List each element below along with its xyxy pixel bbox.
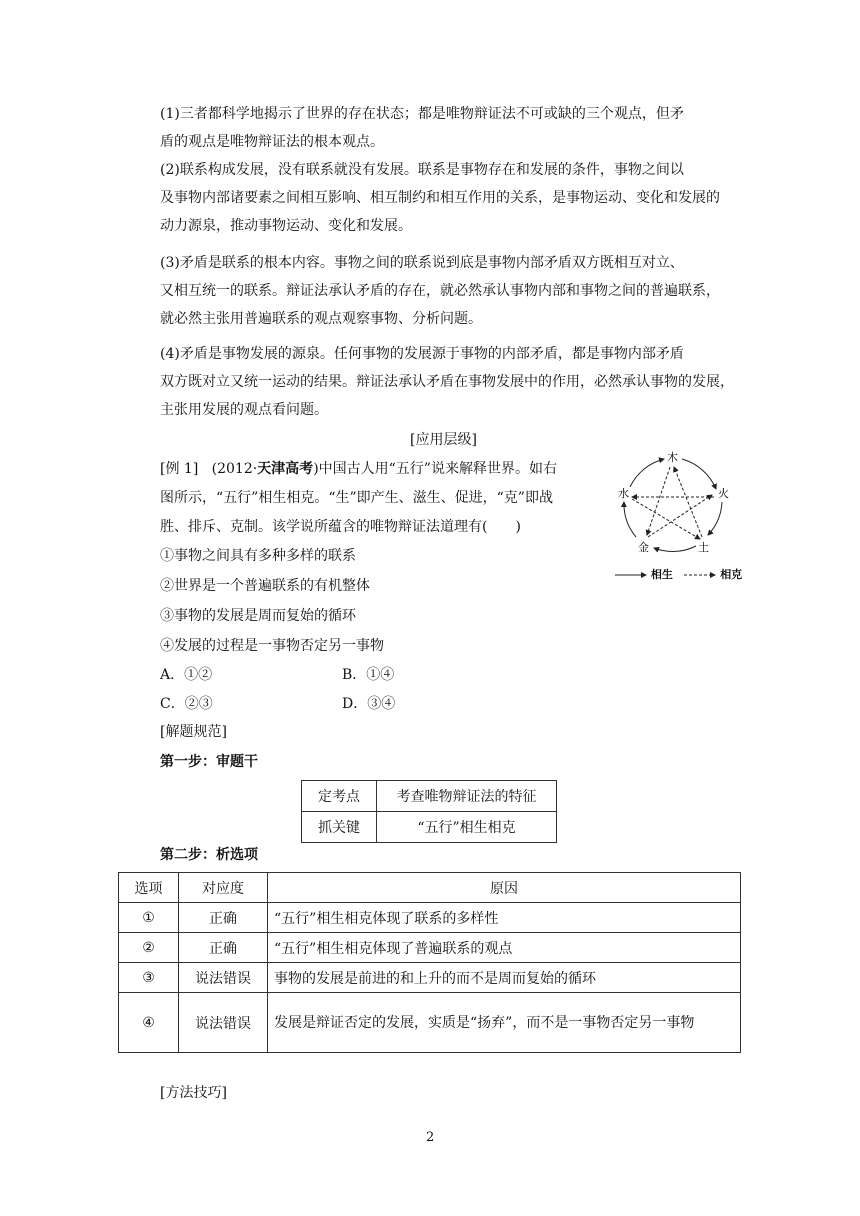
table-row xyxy=(119,903,741,933)
statement-4: ④发展的过程是一事物否定另一事物 xyxy=(160,638,384,654)
table-cell: 事物的发展是前进的和上升的而不是周而复始的循环 xyxy=(268,963,741,993)
option-b: B．①④ xyxy=(342,667,395,683)
statement-3: ③事物的发展是周而复始的循环 xyxy=(160,608,356,624)
generate-arrow-fire-earth xyxy=(708,502,722,535)
method-label: [方法技巧] xyxy=(160,1085,227,1101)
table-cell: 说法错误 xyxy=(179,963,268,993)
table-row xyxy=(119,933,741,963)
paragraph-4-line-1: (4)矛盾是事物发展的源泉。任何事物的发展源于事物的内部矛盾，都是事物内部矛盾 xyxy=(160,346,684,362)
overcome-arrow-earth-water xyxy=(674,467,702,537)
paragraph-1-line-1: (1)三者都科学地揭示了世界的存在状态；都是唯物辩证法不可或缺的三个观点，但矛 xyxy=(160,106,684,122)
paragraph-4-line-3: 主张用发展的观点看问题。 xyxy=(160,402,328,418)
node-earth: 土 xyxy=(698,541,709,554)
legend-solid-arrow-icon xyxy=(615,571,647,579)
paragraph-1-line-2: 盾的观点是唯物辩证法的根本观点。 xyxy=(160,134,384,150)
overcome-arrow-metal-wood xyxy=(648,495,712,537)
option-a: A．①② xyxy=(160,667,213,683)
node-metal: 金 xyxy=(638,541,649,554)
generate-arrow-earth-metal xyxy=(654,546,696,551)
table-cell: ② xyxy=(119,933,179,963)
step2-title: 第二步：析选项 xyxy=(160,847,258,863)
paragraph-2-line-2: 及事物内部诸要素之间相互影响、相互制约和相互作用的关系，是事物运动、变化和发展的 xyxy=(160,190,720,206)
table-header-cell: 选项 xyxy=(119,873,179,903)
generate-arrow-water-wood xyxy=(630,459,664,487)
option-d: D．③④ xyxy=(342,696,396,712)
solution-label: [解题规范] xyxy=(160,724,227,740)
table-cell: 定考点 xyxy=(302,781,377,812)
node-water: 水 xyxy=(618,487,629,500)
table-cell: ③ xyxy=(119,963,179,993)
table-cell: 正确 xyxy=(179,903,268,933)
paragraph-2-line-3: 动力源泉，推动事物运动、变化和发展。 xyxy=(160,218,412,234)
table-header-cell: 原因 xyxy=(268,873,741,903)
table-cell: ① xyxy=(119,903,179,933)
paragraph-2-line-1: (2)联系构成发展，没有联系就没有发展。联系是事物存在和发展的条件，事物之间以 xyxy=(160,162,684,178)
example-label: [例 1] xyxy=(160,461,199,477)
generate-arrow-wood-fire xyxy=(682,459,716,489)
table-cell: 说法错误 xyxy=(179,993,268,1053)
table-cell: 考查唯物辩证法的特征 xyxy=(377,781,557,812)
page-number: 2 xyxy=(426,1130,435,1145)
statement-1: ①事物之间具有多种多样的联系 xyxy=(160,548,356,564)
step1-title: 第一步：审题干 xyxy=(160,754,258,770)
paragraph-3-line-2: 又相互统一的联系。辩证法承认矛盾的存在，就必然承认事物内部和事物之间的普遍联系， xyxy=(160,283,720,299)
table-header-cell: 对应度 xyxy=(179,873,268,903)
paragraph-3-line-3: 就必然主张用普遍联系的观点观察事物、分析问题。 xyxy=(160,311,482,327)
paragraph-4-line-2: 双方既对立又统一运动的结果。辩证法承认矛盾在事物发展中的作用，必然承认事物的发展， xyxy=(160,374,734,390)
node-fire: 火 xyxy=(718,487,729,500)
option-c: C．②③ xyxy=(160,696,213,712)
table-cell: 抓关键 xyxy=(302,812,377,843)
step1-table xyxy=(301,780,557,843)
table-cell: “五行”相生相克体现了联系的多样性 xyxy=(268,903,741,933)
table-row xyxy=(119,993,741,1053)
step2-table xyxy=(118,872,741,1053)
legend-overcome: 相克 xyxy=(720,568,743,581)
example-source: 天津高考 xyxy=(257,461,314,477)
table-row xyxy=(302,781,557,812)
table-cell: 正确 xyxy=(179,933,268,963)
statement-2: ②世界是一个普遍联系的有机整体 xyxy=(160,578,370,594)
section-title: [应用层级] xyxy=(410,432,477,448)
example-line-3: 胜、排斥、克制。该学说所蕴含的唯物辩证法道理有( ) xyxy=(160,519,521,535)
diagram-legend xyxy=(615,566,742,582)
example-source-prefix: (2012· xyxy=(211,461,258,477)
table-row xyxy=(302,812,557,843)
table-row xyxy=(119,873,741,903)
legend-generate: 相生 xyxy=(650,568,673,581)
paragraph-3-line-1: (3)矛盾是联系的根本内容。事物之间的联系说到底是事物内部矛盾双方既相互对立、 xyxy=(160,255,684,271)
five-elements-diagram xyxy=(604,447,754,582)
table-cell: ④ xyxy=(119,993,179,1053)
table-cell: 发展是辩证否定的发展，实质是“扬弃”，而不是一事物否定另一事物 xyxy=(268,993,741,1053)
node-wood: 木 xyxy=(667,451,678,464)
overcome-arrow-water-fire xyxy=(632,499,700,539)
table-cell: “五行”相生相克体现了普遍联系的观点 xyxy=(268,933,741,963)
example-line-1-rest: )中国古人用“五行”说来解释世界。如右 xyxy=(313,461,557,477)
example-line-2: 图所示，“五行”相生相克。“生”即产生、滋生、促进，“克”即战 xyxy=(160,490,553,506)
table-row xyxy=(119,963,741,993)
table-cell: “五行”相生相克 xyxy=(377,812,557,843)
legend-dashed-arrow-icon xyxy=(684,571,716,579)
example-line-1 xyxy=(160,459,557,479)
generate-arrow-metal-water xyxy=(624,502,636,537)
